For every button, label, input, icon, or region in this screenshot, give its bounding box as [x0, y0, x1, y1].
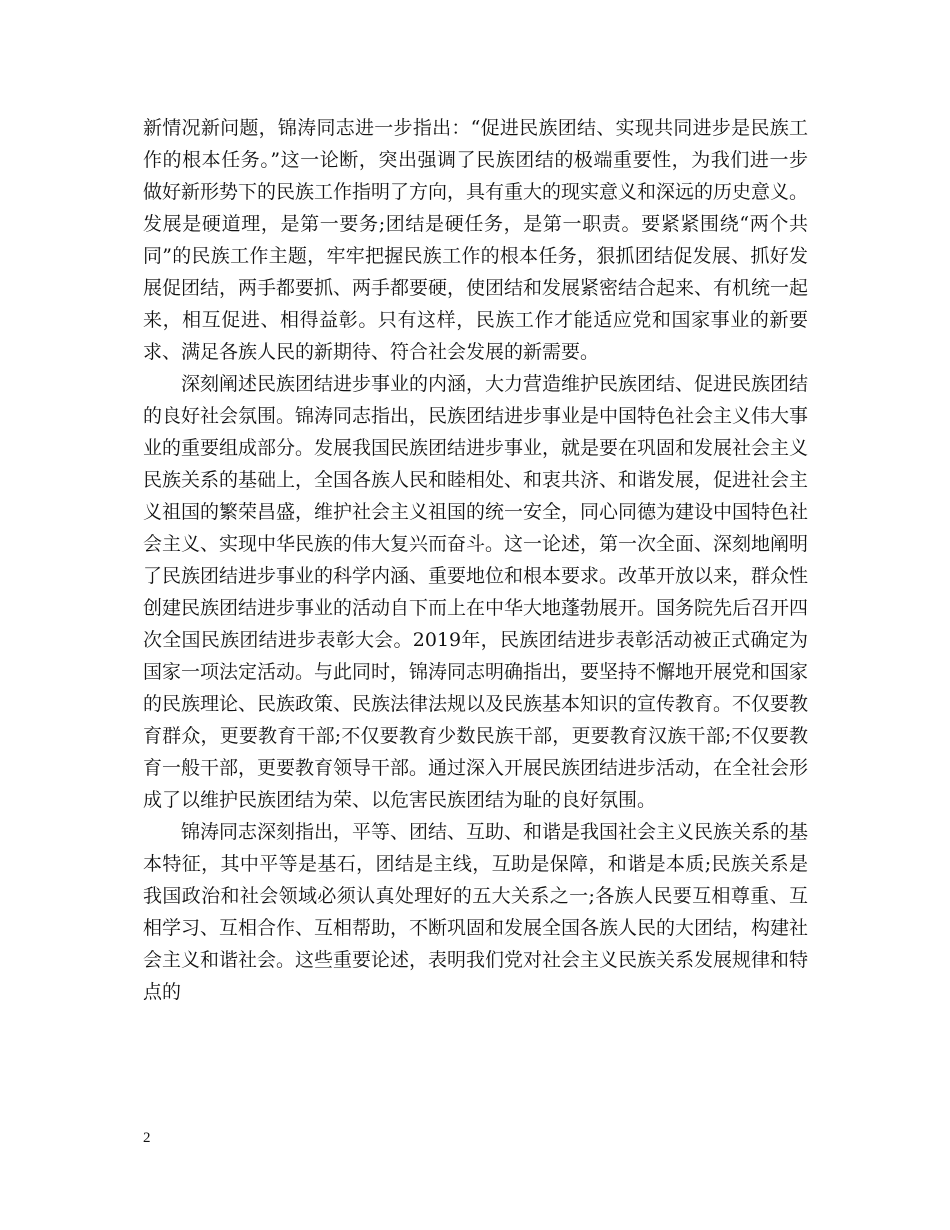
- paragraph-3: 锦涛同志深刻指出，平等、团结、互助、和谐是我国社会主义民族关系的基本特征，其中平等是基石，团结是主线，互助是保障，和谐是本质;民族关系是我国政治和社会领域必须认真处理好的五大关系之一;各族人民要互相尊重、互相学习、互相合作、互相帮助，不断巩固和发展全国各族人民的大团结，构建社会主义和谐社会。这些重要论述，表明我们党对社会主义民族关系发展规律和特点的: [143, 821, 809, 1003]
- paragraph-2: 深刻阐述民族团结进步事业的内涵，大力营造维护民族团结、促进民族团结的良好社会氛围。锦涛同志指出，民族团结进步事业是中国特色社会主义伟大事业的重要组成部分。发展我国民族团结进步事业，就是要在巩固和发展社会主义民族关系的基础上，全国各族人民和睦相处、和衷共济、和谐发展，促进社会主义祖国的繁荣昌盛，维护社会主义祖国的统一安全，同心同德为建设中国特色社会主义、实现中华民族的伟大复兴而奋斗。这一论述，第一次全面、深刻地阐明了民族团结进步事业的科学内涵、重要地位和根本要求。改革开放以来，群众性创建民族团结进步事业的活动自下而上在中华大地蓬勃展开。国务院先后召开四次全国民族团结进步表彰大会。2019年，民族团结进步表彰活动被正式确定为国家一项法定活动。与此同时，锦涛同志明确指出，要坚持不懈地开展党和国家的民族理论、民族政策、民族法律法规以及民族基本知识的宣传教育。不仅要教育群众，更要教育干部;不仅要教育少数民族干部，更要教育汉族干部;不仅要教育一般干部，更要教育领导干部。通过深入开展民族团结进步活动，在全社会形成了以维护民族团结为荣、以危害民族团结为耻的良好氛围。: [143, 373, 809, 811]
- paragraph-1: 新情况新问题，锦涛同志进一步指出：“促进民族团结、实现共同进步是民族工作的根本任务。”这一论断，突出强调了民族团结的极端重要性，为我们进一步做好新形势下的民族工作指明了方向，具有重大的现实意义和深远的历史意义。发展是硬道理，是第一要务;团结是硬任务，是第一职责。要紧紧围绕“两个共同”的民族工作主题，牢牢把握民族工作的根本任务，狠抓团结促发展、抓好发展促团结，两手都要抓、两手都要硬，使团结和发展紧密结合起来、有机统一起来，相互促进、相得益彰。只有这样，民族工作才能适应党和国家事业的新要求、满足各族人民的新期待、符合社会发展的新需要。: [143, 117, 809, 363]
- page-number: 2: [143, 1130, 151, 1146]
- body-text: [143, 112, 808, 1008]
